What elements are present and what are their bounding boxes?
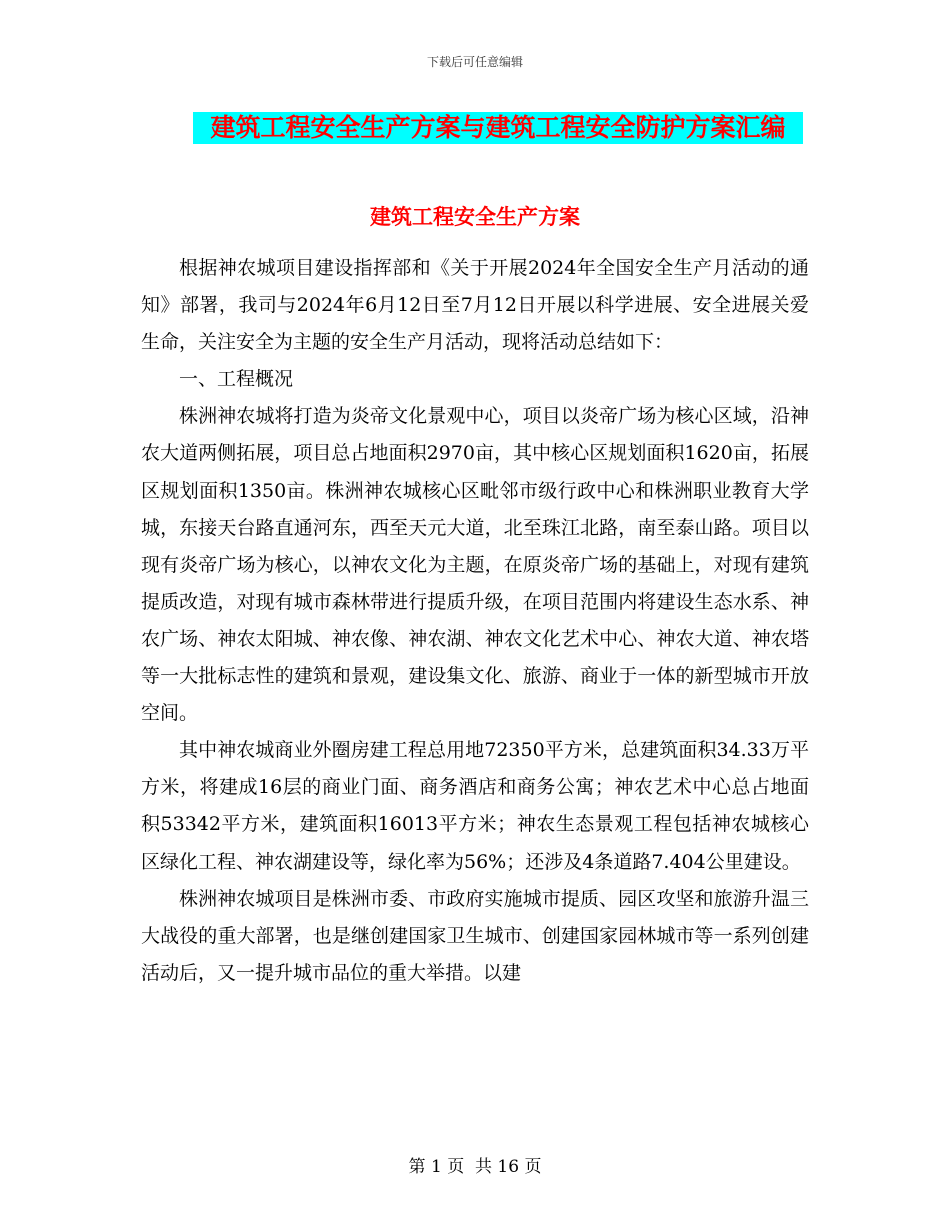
footer-total-pages: 16 <box>497 1157 520 1177</box>
paragraph-project-scale: 其中神农城商业外圈房建工程总用地72350平方米，总建筑面积34.33万平方米，将建成16层的商业门面、商务酒店和商务公寓；神农艺术中心总占地面积53342平方米，建筑面积16013平方米；神农生态景观工程包括神农城核心区绿化工程、神农湖建设等，绿化率为56%；还涉及4条道路7.404公里建设。 <box>141 739 809 873</box>
header-note: 下载后可任意编辑 <box>426 55 523 69</box>
footer-prefix: 第 <box>408 1157 426 1177</box>
paragraph-project-significance: 株洲神农城项目是株洲市委、市政府实施城市提质、园区攻坚和旅游升温三大战役的重大部署，也是继创建国家卫生城市、创建国家园林城市等一系列创建活动后，又一提升城市品位的重大举措。以建 <box>141 887 809 984</box>
paragraph-heading-overview: 一、工程概况 <box>179 368 294 391</box>
page-footer <box>0 1152 950 1177</box>
footer-middle: 页 共 <box>447 1157 492 1177</box>
paragraph-intro: 根据神农城项目建设指挥部和《关于开展2024年全国安全生产月活动的通知》部署，我司与2024年6月12日至7月12日开展以科学进展、安全进展关爱生命，关注安全为主题的安全生产月活动，现将活动总结如下： <box>141 257 809 354</box>
section-title: 建筑工程安全生产方案 <box>370 205 580 229</box>
document-main-title: 建筑工程安全生产方案与建筑工程安全防护方案汇编 <box>193 112 803 144</box>
document-body <box>141 250 809 992</box>
footer-suffix: 页 <box>524 1157 542 1177</box>
footer-page-number: 1 <box>430 1157 442 1177</box>
paragraph-project-description: 株洲神农城将打造为炎帝文化景观中心，项目以炎帝广场为核心区域，沿神农大道两侧拓展，项目总占地面积2970亩，其中核心区规划面积1620亩，拓展区规划面积1350亩。株洲神农城核心区毗邻市级行政中心和株洲职业教育大学城，东接天台路直通河东，西至天元大道，北至珠江北路，南至泰山路。项目以现有炎帝广场为核心，以神农文化为主题，在原炎帝广场的基础上，对现有建筑提质改造，对现有城市森林带进行提质升级，在项目范围内将建设生态水系、神农广场、神农太阳城、神农像、神农湖、神农文化艺术中心、神农大道、神农塔等一大批标志性的建筑和景观，建设集文化、旅游、商业于一体的新型城市开放空间。 <box>141 405 809 725</box>
